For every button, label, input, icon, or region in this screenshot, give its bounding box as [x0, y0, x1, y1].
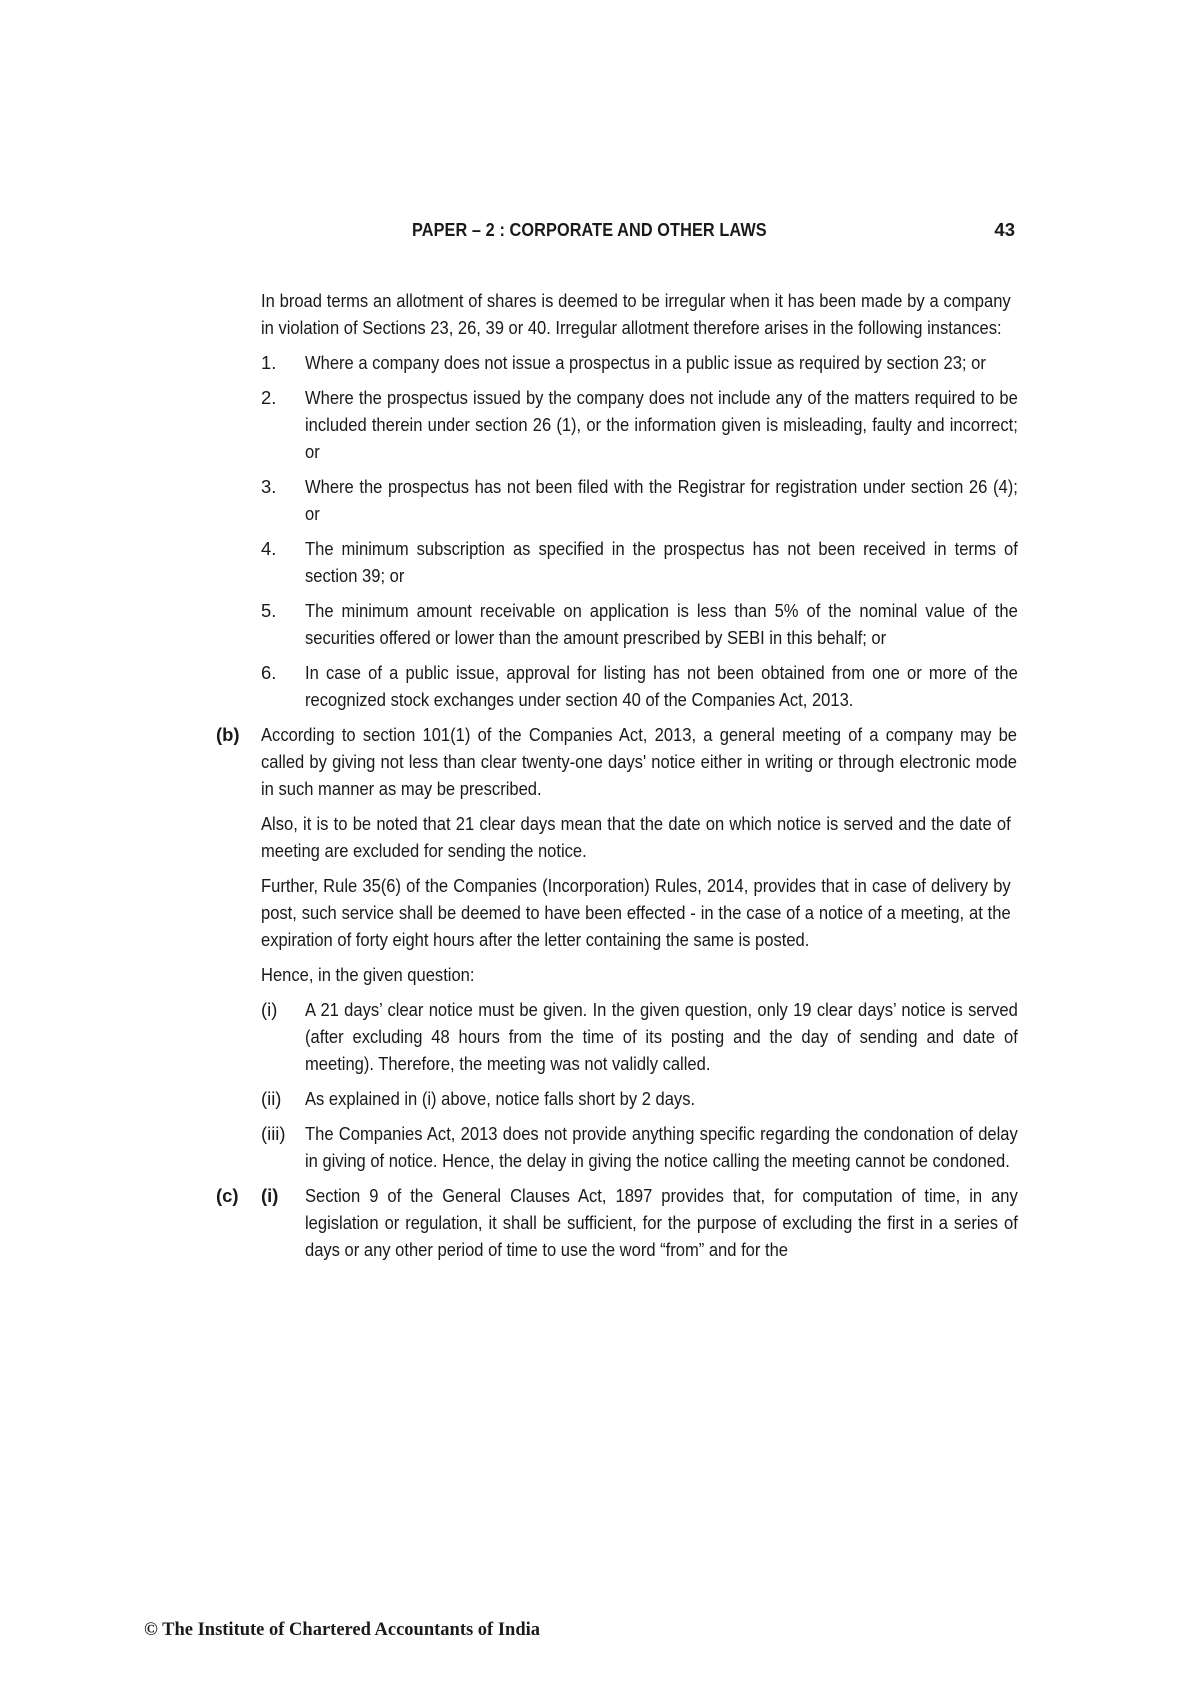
section-b-subitem [216, 1085, 1016, 1112]
copyright-footer: © The Institute of Chartered Accountants of India [144, 1620, 541, 1640]
list-item [216, 473, 1016, 527]
list-number: 5. [261, 600, 277, 621]
section-b-paragraph: Further, Rule 35(6) of the Companies (Incorporation) Rules, 2014, provides that in case of delivery by post, such service shall be deemed to have been effected - in the case of a notice of a meeting, at the expiration of forty eight hours after the letter containing the same is posted. [261, 875, 1011, 950]
section-b-paragraph: Hence, in the given question: [261, 964, 475, 985]
list-number: 2. [261, 387, 277, 408]
list-number: 1. [261, 352, 277, 373]
page-number: 43 [994, 219, 1015, 240]
subitem-label: (ii) [261, 1088, 282, 1109]
subitem-label: (iii) [261, 1123, 286, 1144]
page-body [216, 287, 1016, 1271]
list-number: 6. [261, 662, 277, 683]
page-title: PAPER – 2 : CORPORATE AND OTHER LAWS [412, 219, 767, 240]
list-number: 3. [261, 476, 277, 497]
list-item [216, 384, 1016, 465]
section-b-subitem [216, 996, 1016, 1077]
section-b-subitem [216, 1120, 1016, 1174]
subitem-text: The Companies Act, 2013 does not provide anything specific regarding the condonation of delay in giving of notice. Hence, the delay in giving the notice calling the meeting cannot be condoned. [305, 1123, 1018, 1171]
list-item-text: In case of a public issue, approval for listing has not been obtained from one or more of the recognized stock exchanges under section 40 of the Companies Act, 2013. [305, 662, 1018, 710]
section-c-text: Section 9 of the General Clauses Act, 1897 provides that, for computation of time, in any legislation or regulation, it shall be sufficient, for the purpose of excluding the first in a series of days or any other period of time to use the word “from” and for the [305, 1185, 1018, 1260]
list-item-text: The minimum amount receivable on application is less than 5% of the nominal value of the securities offered or lower than the amount prescribed by SEBI in this behalf; or [305, 600, 1018, 648]
list-item [216, 349, 1016, 376]
list-item-text: Where the prospectus issued by the company does not include any of the matters required to be included therein under section 26 (1), or the information given is misleading, faulty and incorrect; or [305, 387, 1018, 462]
section-b-label: (b) [216, 724, 240, 745]
section-c-label: (c) [216, 1185, 239, 1206]
list-item [216, 659, 1016, 713]
page-header [260, 219, 1015, 243]
section-c [216, 1182, 1016, 1263]
section-b [216, 721, 1016, 802]
list-item-text: Where the prospectus has not been filed with the Registrar for registration under section 26 (4); or [305, 476, 1018, 524]
intro-paragraph: In broad terms an allotment of shares is deemed to be irregular when it has been made by a company in violation of Sections 23, 26, 39 or 40. Irregular allotment therefore arises in the following instances: [261, 290, 1011, 338]
list-number: 4. [261, 538, 277, 559]
section-b-paragraph: Also, it is to be noted that 21 clear days mean that the date on which notice is served and the date of meeting are excluded for sending the notice. [261, 813, 1011, 861]
subitem-label: (i) [261, 999, 278, 1020]
section-c-sub-label: (i) [261, 1185, 279, 1206]
subitem-text: As explained in (i) above, notice falls short by 2 days. [305, 1088, 696, 1109]
list-item [216, 597, 1016, 651]
section-b-text: According to section 101(1) of the Companies Act, 2013, a general meeting of a company may be called by giving not less than clear twenty-one days' notice either in writing or through electronic mode in such manner as may be prescribed. [261, 724, 1017, 799]
list-item-text: The minimum subscription as specified in the prospectus has not been received in terms of section 39; or [305, 538, 1018, 586]
list-item-text: Where a company does not issue a prospectus in a public issue as required by section 23; or [305, 352, 986, 373]
subitem-text: A 21 days’ clear notice must be given. In the given question, only 19 clear days’ notice is served (after excluding 48 hours from the time of its posting and the day of sending and date of meeting). Therefore, the meeting was not validly called. [305, 999, 1018, 1074]
list-item [216, 535, 1016, 589]
